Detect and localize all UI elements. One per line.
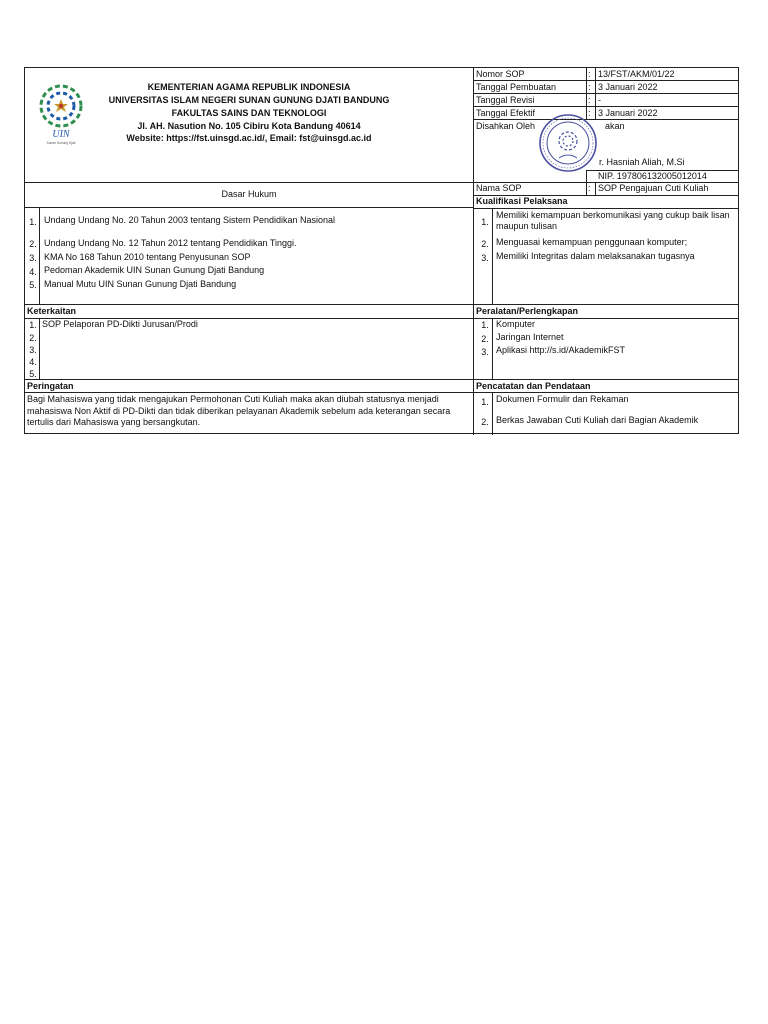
official-stamp [537, 112, 599, 174]
list-number: 2. [29, 239, 37, 249]
pencatatan-item: Berkas Jawaban Cuti Kuliah dari Bagian Akademik [496, 415, 699, 425]
university-name: UNIVERSITAS ISLAM NEGERI SUNAN GUNUNG DJATI BANDUNG [108, 95, 390, 105]
dasar-hukum-item: Pedoman Akademik UIN Sunan Gunung Djati Bandung [44, 265, 265, 275]
list-number: 2. [481, 417, 489, 427]
list-number: 1. [481, 320, 489, 330]
tanggal-revisi-label: Tanggal Revisi [476, 95, 535, 105]
list-number: 4. [29, 357, 37, 367]
kualifikasi-item: Menguasai kemampuan penggunaan komputer; [496, 237, 688, 247]
sop-document [24, 67, 739, 434]
dasar-hukum-item: Manual Mutu UIN Sunan Gunung Djati Bandung [44, 279, 237, 289]
dasar-hukum-item: Undang Undang No. 20 Tahun 2003 tentang Sistem Pendidikan Nasional [44, 215, 336, 225]
list-number: 2. [481, 239, 489, 249]
list-number: 4. [29, 267, 37, 277]
ministry-name: KEMENTERIAN AGAMA REPUBLIK INDONESIA [147, 82, 351, 92]
list-number: 1. [481, 397, 489, 407]
svg-text:Sunan Gunung Djati: Sunan Gunung Djati [46, 141, 76, 145]
list-number: 3. [481, 347, 489, 357]
list-number: 1. [29, 320, 37, 330]
faculty-name: FAKULTAS SAINS DAN TEKNOLOGI [171, 108, 327, 118]
peralatan-item: Jaringan Internet [496, 332, 564, 342]
dasar-hukum-item: Undang Undang No. 12 Tahun 2012 tentang Pendidikan Tinggi. [44, 238, 297, 248]
peralatan-item: Komputer [496, 319, 536, 329]
signer-name: r. Hasniah Aliah, M.Si [599, 157, 685, 167]
kualifikasi-item: Memiliki Integritas dalam melaksanakan tugasnya [496, 251, 695, 261]
dasar-hukum-title: Dasar Hukum [221, 189, 277, 199]
list-number: 5. [29, 280, 37, 290]
kualifikasi-item: Memiliki kemampuan berkomunikasi yang cukup baik lisan maupun tulisan [496, 210, 730, 231]
colon: : [588, 95, 591, 105]
pencatatan-title: Pencatatan dan Pendataan [476, 381, 591, 391]
peringatan-text: Bagi Mahasiswa yang tidak mengajukan Permohonan Cuti Kuliah maka akan diubah statusnya menjadi mahasiswa Non Aktif di PD-Dikti dan tidak diberikan pelayanan Akademik sebelum ada keterangan secara tertulis dari Mahasiswa yang bersangkutan. [27, 394, 451, 427]
list-number: 1. [481, 217, 489, 227]
logo-wordmark: UIN [52, 129, 70, 140]
tanggal-revisi-value: - [598, 95, 601, 105]
list-number: 2. [29, 333, 37, 343]
tanggal-pembuatan-label: Tanggal Pembuatan [476, 82, 557, 92]
pencatatan-item: Dokumen Formulir dan Rekaman [496, 394, 629, 404]
colon: : [588, 82, 591, 92]
keterkaitan-item: SOP Pelaporan PD-Dikti Jurusan/Prodi [42, 319, 198, 329]
kualifikasi-title: Kualifikasi Pelaksana [476, 196, 568, 206]
signer-nip: NIP. 197806132005012014 [598, 171, 707, 181]
address: Jl. AH. Nasution No. 105 Cibiru Kota Bandung 40614 [137, 121, 361, 131]
peringatan-title: Peringatan [27, 381, 74, 391]
list-number: 3. [29, 345, 37, 355]
keterkaitan-title: Keterkaitan [27, 306, 77, 316]
peralatan-item: Aplikasi http://s.id/AkademikFST [496, 345, 626, 355]
tanggal-pembuatan-value: 3 Januari 2022 [598, 82, 658, 92]
nomor-sop-value: 13/FST/AKM/01/22 [598, 69, 675, 79]
tanggal-efektif-label: Tanggal Efektif [476, 108, 536, 118]
list-number: 5. [29, 369, 37, 379]
list-number: 1. [29, 217, 37, 227]
list-number: 3. [481, 253, 489, 263]
colon: : [588, 108, 591, 118]
nama-sop-label: Nama SOP [476, 183, 522, 193]
website-email: Website: https://fst.uinsgd.ac.id/, Email: fst@uinsgd.ac.id [126, 133, 372, 143]
disahkan-oleh-value: akan [605, 121, 625, 131]
peralatan-title: Peralatan/Perlengkapan [476, 306, 579, 316]
dasar-hukum-item: KMA No 168 Tahun 2010 tentang Penyusunan SOP [44, 252, 251, 262]
nama-sop-value: SOP Pengajuan Cuti Kuliah [598, 183, 709, 193]
disahkan-oleh-label: Disahkan Oleh [476, 121, 536, 131]
colon: : [588, 69, 591, 79]
list-number: 3. [29, 253, 37, 263]
nomor-sop-label: Nomor SOP [476, 69, 525, 79]
tanggal-efektif-value: 3 Januari 2022 [598, 108, 658, 118]
list-number: 2. [481, 334, 489, 344]
colon: : [588, 183, 591, 193]
dasar-hukum-header [25, 182, 473, 207]
